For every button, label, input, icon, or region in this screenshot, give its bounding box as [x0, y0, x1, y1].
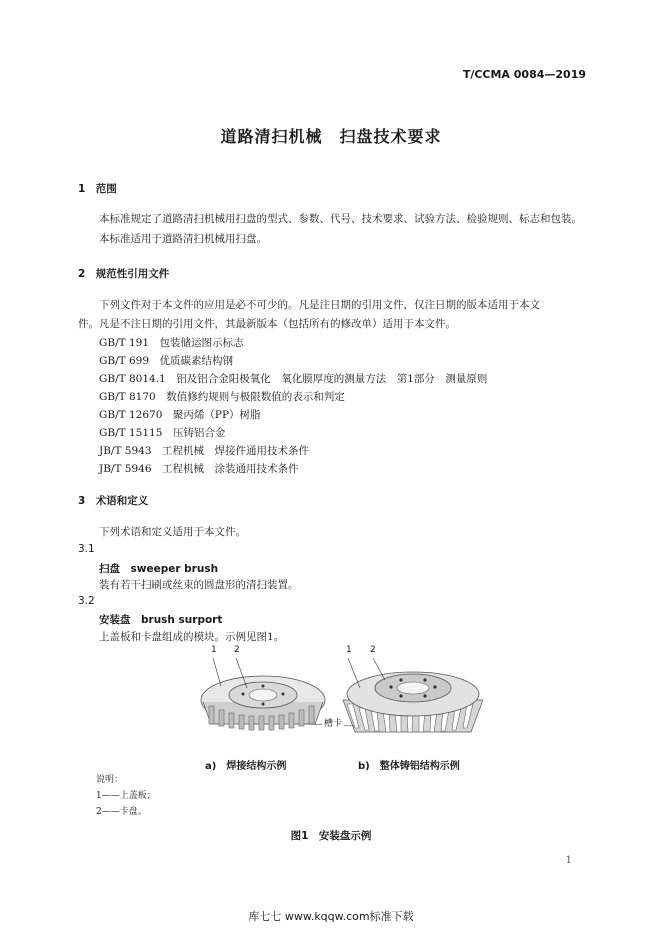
reference-item: GB/T 699 优质碳素结构钢: [99, 355, 234, 367]
reference-item: GB/T 15115 压铸铝合金: [99, 427, 226, 439]
callout-1-right: 1: [346, 645, 352, 655]
document-title: 道路清扫机械 扫盘技术要求: [220, 127, 442, 146]
page-number: 1: [565, 855, 572, 866]
section-1-heading: 1 范围: [78, 183, 117, 195]
term-definition: 上盖板和卡盘组成的模块。示例见图1。: [99, 631, 285, 643]
section-2-intro: 下列文件对于本文件的应用是必不可少的。凡是注日期的引用文件，仅注日期的版本适用于本文: [99, 299, 540, 311]
section-3-heading: 3 术语和定义: [78, 495, 149, 507]
callout-2-right: 2: [370, 645, 376, 655]
term-number: 3.2: [78, 595, 95, 607]
section-1-paragraph: 本标准适用于道路清扫机械用扫盘。: [99, 233, 267, 245]
section-1-paragraph: 本标准规定了道路清扫机械用扫盘的型式、参数、代号、技术要求、试验方法、检验规则、标志和包装。: [99, 213, 582, 225]
reference-item: GB/T 8170 数值修约规则与极限数值的表示和判定: [99, 391, 345, 403]
figure-note-item: 1——上盖板；: [96, 791, 156, 801]
reference-item: JB/T 5943 工程机械 焊接件通用技术条件: [99, 445, 310, 457]
callout-2-left: 2: [234, 645, 240, 655]
term-number: 3.1: [78, 543, 95, 555]
section-3-intro: 下列术语和定义适用于本文件。: [99, 526, 246, 538]
callout-1-left: 1: [211, 645, 217, 655]
brush-support-figure: [195, 640, 485, 760]
term-definition: 装有若干扫刷或丝束的圆盘形的清扫装置。: [99, 579, 299, 591]
term-name: 扫盘 sweeper brush: [99, 563, 219, 575]
standard-number: T/CCMA 0084—2019: [462, 68, 586, 81]
figure-note-heading: 说明：: [96, 775, 124, 785]
welded-structure-illustration: [201, 658, 325, 730]
figure-title: 图1 安装盘示例: [290, 830, 372, 842]
reference-item: GB/T 191 包装储运图示标志: [99, 337, 244, 349]
figure-caption-b: b) 整体铸铝结构示例: [358, 761, 460, 772]
section-2-heading: 2 规范性引用文件: [78, 268, 170, 280]
reference-item: JB/T 5946 工程机械 涂装通用技术条件: [99, 463, 299, 475]
section-2-intro: 件。凡是不注日期的引用文件，其最新版本（包括所有的修改单）适用于本文件。: [78, 318, 456, 330]
footer-source: 库七七 www.kqqw.com标准下载: [248, 910, 414, 923]
term-name: 安装盘 brush surport: [99, 614, 223, 626]
figure-note-item: 2——卡盘。: [96, 807, 147, 817]
reference-item: GB/T 12670 聚丙烯（PP）树脂: [99, 409, 261, 421]
figure-caption-a: a) 焊接结构示例: [205, 761, 287, 772]
reference-item: GB/T 8014.1 铝及铝合金阳极氧化 氧化膜厚度的测量方法 第1部分 测量原则: [99, 373, 488, 385]
callout-slot-label: 槽卡: [322, 716, 344, 729]
